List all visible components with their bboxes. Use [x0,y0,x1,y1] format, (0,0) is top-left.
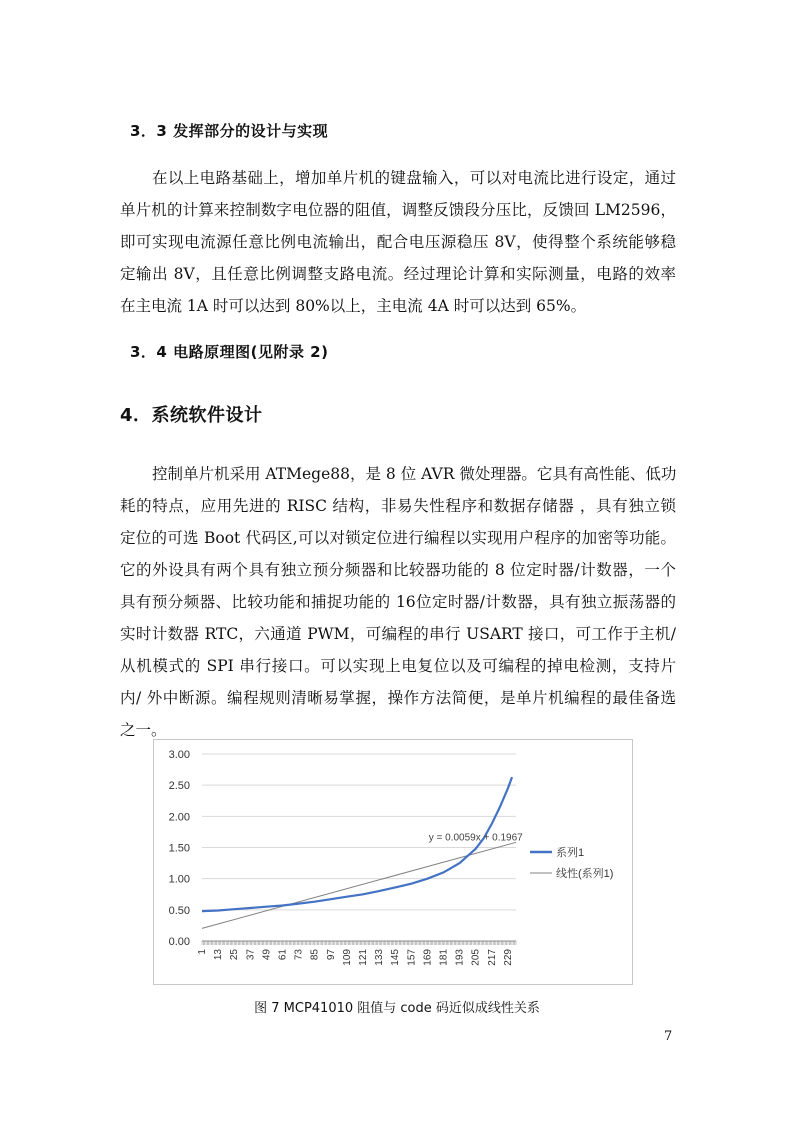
y-tick-label: 2.00 [168,811,190,824]
legend-label-series1: 系列1 [556,847,585,859]
paragraph-line: 即可实现电流源任意比例电流输出，配合电压源稳压 8V，使得整个系统能够稳 [120,233,676,251]
x-tick-label: 181 [438,949,450,966]
x-tick-label: 25 [229,949,241,961]
paragraph-line: 从机模式的 SPI 串行接口。可以实现上电复位以及可编程的掉电检测，支持片 [120,657,676,675]
section-title-3-3: 3．3 发挥部分的设计与实现 [130,122,329,140]
x-tick-label: 61 [277,949,289,961]
x-tick-label: 109 [341,949,353,966]
paragraph-1 [120,162,676,322]
x-tick-label: 97 [325,949,337,961]
y-tick-label: 2.50 [168,780,190,793]
x-tick-label: 37 [245,949,257,961]
paragraph-line: 定输出 8V，且任意比例调整支路电流。经过理论计算和实际测量，电路的效率 [120,265,676,283]
y-tick-label: 1.00 [168,873,190,886]
data-series-line [202,777,512,911]
chart-container [153,739,633,985]
paragraph-line: 在以上电路基础上，增加单片机的键盘输入，可以对电流比进行设定，通过 [152,169,676,187]
section-title-3-4: 3．4 电路原理图(见附录 2) [130,343,329,361]
legend-label-trendline: 线性(系列1) [556,868,614,880]
paragraph-line: 定位的可选 Boot 代码区,可以对锁定位进行编程以实现用户程序的加密等功能。 [120,529,676,547]
x-tick-label: 1 [197,949,208,955]
paragraph-2 [120,458,676,746]
paragraph-line: 之一。 [120,721,167,739]
paragraph-line: 单片机的计算来控制数字电位器的阻值，调整反馈段分压比，反馈回 LM2596， [120,201,676,219]
y-tick-label: 3.00 [168,749,190,761]
trendline-equation: y = 0.0059x + 0.1967 [428,832,523,844]
line-chart [154,740,632,984]
x-tick-label: 85 [309,949,321,961]
paragraph-line: 控制单片机采用 ATMege88，是 8 位 AVR 微处理器。它具有高性能、低功 [152,465,677,483]
x-tick-label: 121 [358,949,370,966]
paragraph-line: 具有预分频器、比较功能和捕捉功能的 16位定时器/计数器，具有独立振荡器的 [120,593,676,611]
x-tick-label: 73 [293,949,305,961]
x-tick-label: 169 [422,949,434,966]
x-tick-label: 13 [213,949,225,961]
x-tick-label: 157 [406,949,418,966]
paragraph-line: 内/ 外中断源。编程规则清晰易掌握，操作方法简便，是单片机编程的最佳备选 [120,689,676,707]
paragraph-line: 实时计数器 RTC，六通道 PWM，可编程的串行 USART 接口，可工作于主机/ [120,625,676,643]
paragraph-line: 耗的特点，应用先进的 RISC 结构，非易失性程序和数据存储器 ，具有独立锁 [120,497,676,515]
y-tick-label: 0.00 [168,936,190,948]
y-tick-label: 1.50 [168,842,190,855]
paragraph-line: 在主电流 1A 时可以达到 80%以上，主电流 4A 时可以达到 65%。 [120,297,587,315]
x-tick-label: 133 [374,949,386,966]
x-tick-label: 49 [261,949,273,961]
figure-caption: 图 7 MCP41010 阻值与 code 码近似成线性关系 [254,1001,540,1016]
y-tick-label: 0.50 [168,904,190,917]
x-tick-label: 145 [390,949,402,966]
page-number: 7 [664,1029,673,1044]
paragraph-line: 它的外设具有两个具有独立预分频器和比较器功能的 8 位定时器/计数器，一个 [120,561,676,579]
x-tick-label: 217 [486,949,498,966]
x-tick-label: 229 [502,949,514,966]
x-tick-label: 205 [470,949,482,966]
section-title-4: 4．系统软件设计 [120,405,263,426]
x-tick-label: 193 [454,949,466,966]
